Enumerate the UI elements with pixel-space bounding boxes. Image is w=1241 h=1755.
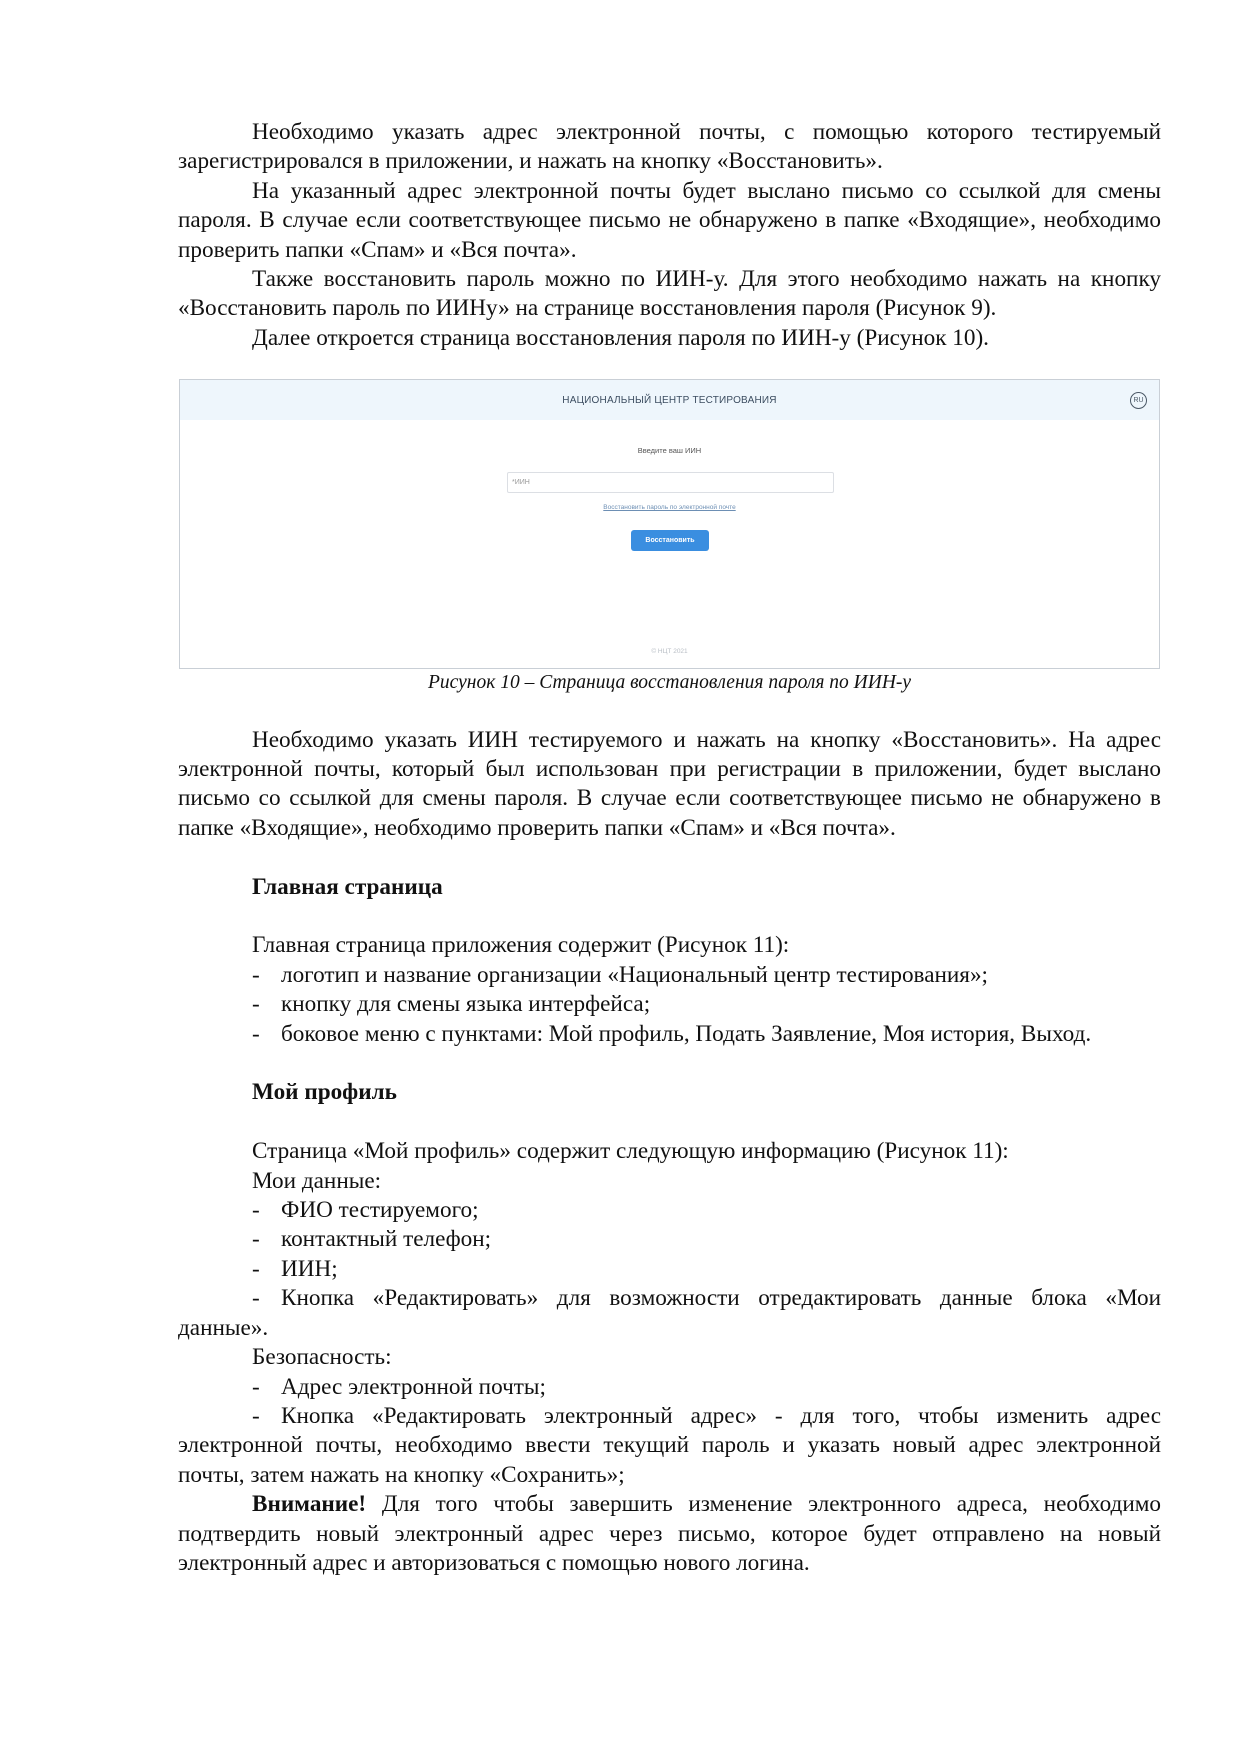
list-item: - кнопку для смены языка интерфейса;	[252, 991, 651, 1018]
app-footer: © НЦТ 2021	[651, 648, 688, 656]
figure-caption: Рисунок 10 – Страница восстановления пароля по ИИН-у	[427, 672, 912, 694]
list-item: - боковое меню с пунктами: Мой профиль, Подать Заявление, Моя история, Выход.	[252, 1020, 1092, 1047]
warning-paragraph: Внимание! Для того чтобы завершить изменение электронного адреса, необходимо подтвердить новый электронный адрес через письмо, которое будет отправлено на новый электронный адрес и авторизоваться с помощью нового логина.	[178, 1491, 1161, 1576]
document-body	[178, 118, 1161, 1578]
subsection-label: Мои данные:	[252, 1167, 382, 1194]
section-heading-profile: Мой профиль	[252, 1079, 397, 1106]
section-intro: Главная страница приложения содержит (Рисунок 11):	[252, 932, 790, 959]
list-item: - Адрес электронной почты;	[252, 1373, 546, 1400]
paragraph: На указанный адрес электронной почты будет выслано письмо со ссылкой для смены пароля. В случае если соответствующее письмо не обнаружено в папке «Входящие», необходимо проверить папки «Спам» и «Вся почта».	[178, 177, 1161, 263]
paragraph: Необходимо указать адрес электронной почты, с помощью которого тестируемый зарегистрировался в приложении, и нажать на кнопку «Восстановить».	[178, 119, 1161, 175]
paragraph: Необходимо указать ИИН тестируемого и нажать на кнопку «Восстановить». На адрес электронной почты, который был использован при регистрации в приложении, будет выслано письмо со ссылкой для смены пароля. В случае если соответствующее письмо не обнаружено в папке «Входящие», необходимо проверить папки «Спам» и «Вся почта».	[178, 726, 1161, 841]
section-intro: Страница «Мой профиль» содержит следующую информацию (Рисунок 11):	[252, 1138, 1009, 1165]
restore-button[interactable]: Восстановить	[631, 530, 709, 551]
recover-by-email-link[interactable]: Восстановить пароль по электронной почте	[603, 504, 736, 512]
list-item: - логотип и название организации «Национальный центр тестирования»;	[252, 961, 989, 988]
app-header	[180, 380, 1159, 420]
warning-label: Внимание!	[252, 1491, 367, 1518]
list-item: - Кнопка «Редактировать» для возможности отредактировать данные блока «Мои данные».	[178, 1285, 1161, 1341]
figure-screenshot	[179, 379, 1160, 669]
paragraph: Также восстановить пароль можно по ИИН-у. Для этого необходимо нажать на кнопку «Восстановить пароль по ИИНу» на странице восстановления пароля (Рисунок 9).	[178, 266, 1161, 322]
list-item: - Кнопка «Редактировать электронный адрес» - для того, чтобы изменить адрес электронной почты, необходимо ввести текущий пароль и указать новый адрес электронной почты, затем нажать на кнопку «Сохранить»;	[178, 1402, 1161, 1488]
iin-field-label: Введите ваш ИИН	[637, 446, 702, 456]
paragraph: Далее откроется страница восстановления пароля по ИИН-у (Рисунок 10).	[252, 324, 989, 351]
subsection-label: Безопасность:	[252, 1344, 392, 1371]
list-item: - контактный телефон;	[252, 1226, 492, 1253]
list-item: - ИИН;	[252, 1255, 338, 1282]
iin-input[interactable]: *ИИН	[507, 472, 834, 493]
language-switch-button[interactable]: RU	[1130, 392, 1147, 409]
list-item: - ФИО тестируемого;	[252, 1197, 479, 1224]
app-title: НАЦИОНАЛЬНЫЙ ЦЕНТР ТЕСТИРОВАНИЯ	[562, 394, 777, 406]
section-heading-main: Главная страница	[252, 873, 443, 900]
